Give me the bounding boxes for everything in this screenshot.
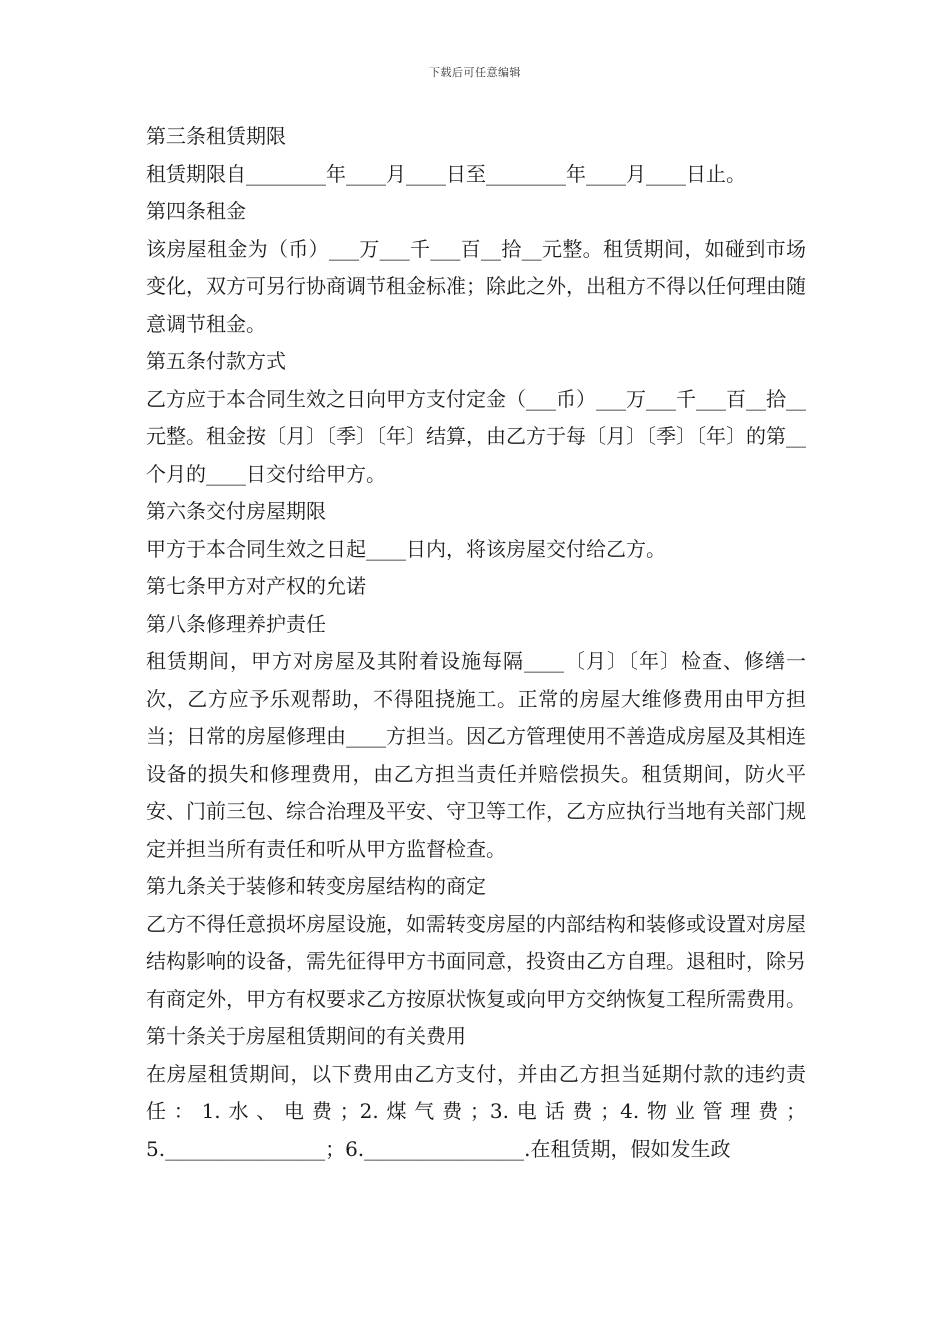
article-8-heading: 第八条修理养护责任 — [146, 611, 326, 636]
article-6-heading: 第六条交付房屋期限 — [146, 499, 326, 523]
article-10-heading: 第十条关于房屋租赁期间的有关费用 — [146, 1024, 466, 1048]
article-10-body: 在房屋租赁期间，以下费用由乙方支付，并由乙方担当延期付款的违约责任：1.水、电费；2.煤气费；3.电话费；4.物业管理费；5.________________；6.________________.在租赁期，假如发生政 — [146, 1061, 806, 1161]
article-5-body: 乙方应于本合同生效之日向甲方支付定金（___币）___万___千___百__拾__元整。租金按〔月〕〔季〕〔年〕结算，由乙方于每〔月〕〔季〕〔年〕的第__个月的____日交付给甲方。 — [146, 386, 806, 486]
article-4-heading: 第四条租金 — [146, 199, 246, 223]
article-9-heading: 第九条关于装修和转变房屋结构的商定 — [146, 874, 486, 898]
article-7-heading: 第七条甲方对产权的允诺 — [146, 574, 366, 598]
article-9-body: 乙方不得任意损坏房屋设施，如需转变房屋的内部结构和装修或设置对房屋结构影响的设备，需先征得甲方书面同意，投资由乙方自理。退租时，除另有商定外，甲方有权要求乙方按原状恢复或向甲方交纳恢复工程所需费用。 — [146, 911, 806, 1011]
article-3-body: 租赁期限自________年____月____日至________年____月____日止。 — [146, 161, 746, 186]
page-header-note: 下载后可任意编辑 — [429, 66, 521, 79]
article-6-body: 甲方于本合同生效之日起____日内，将该房屋交付给乙方。 — [146, 536, 666, 561]
article-4-body: 该房屋租金为（币）___万___千___百__拾__元整。租赁期间，如碰到市场变化，双方可另行协商调节租金标准；除此之外，出租方不得以任何理由随意调节租金。 — [146, 236, 806, 336]
article-5-heading: 第五条付款方式 — [146, 349, 286, 373]
article-3-heading: 第三条租赁期限 — [146, 124, 286, 148]
article-8-body: 租赁期间，甲方对房屋及其附着设施每隔____〔月〕〔年〕检查、修缮一次，乙方应予乐观帮助，不得阻挠施工。正常的房屋大维修费用由甲方担当；日常的房屋修理由____方担当。因乙方管理使用不善造成房屋及其相连设备的损失和修理费用，由乙方担当责任并赔偿损失。租赁期间，防火平安、门前三包、综合治理及平安、守卫等工作，乙方应执行当地有关部门规定并担当所有责任和听从甲方监督检查。 — [146, 649, 806, 861]
document-body — [146, 118, 806, 1168]
